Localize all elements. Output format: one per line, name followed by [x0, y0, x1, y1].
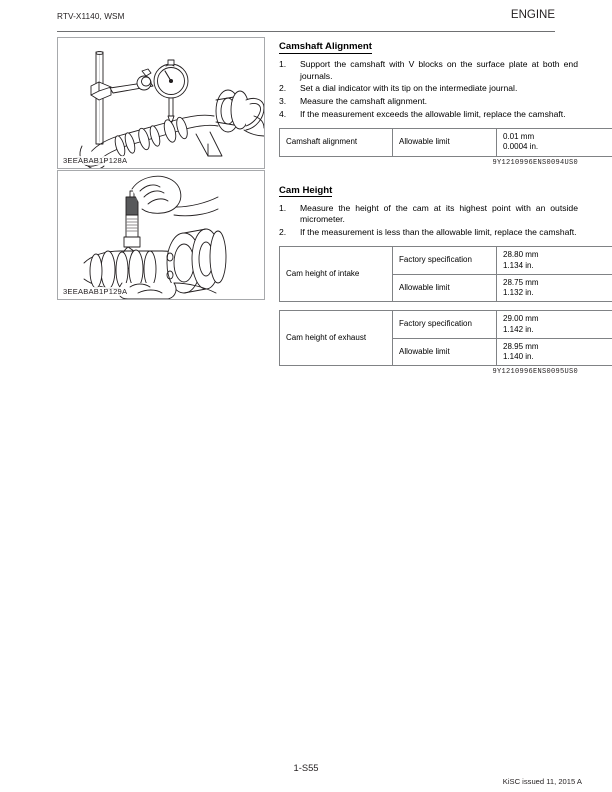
spec-value [497, 247, 612, 274]
spec-label: Factory specification [393, 247, 497, 274]
section-title: Cam Height [279, 184, 333, 196]
step-number: 1. [279, 59, 287, 69]
figure-caption: 3EEABAB1P129A [63, 287, 128, 296]
step-item [279, 59, 578, 82]
step-number: 1. [279, 202, 287, 213]
table-row [280, 311, 612, 338]
header-section-label: ENGINE [510, 9, 555, 21]
spec-item: Camshaft alignment [280, 129, 393, 156]
spec-value-mm: 29.00 mm [503, 314, 539, 324]
spec-label: Allowable limit [393, 338, 497, 365]
spec-label: Allowable limit [393, 129, 497, 156]
camshaft-alignment-steps [279, 59, 578, 120]
figure-caption: 3EEABAB1P128A [63, 156, 128, 165]
step-item [279, 227, 578, 239]
camshaft-alignment-table [279, 128, 612, 156]
spec-value-in: 1.132 in. [503, 288, 534, 298]
header-model-label: RTV-X1140, WSM [57, 12, 125, 21]
step-text: Support the camshaft with V blocks on the surface plate at both end journals. [300, 59, 578, 81]
reference-code: 9Y1210996ENS0094US0 [492, 158, 578, 167]
section-cam-height [279, 180, 578, 377]
header-divider [57, 31, 555, 32]
spec-value [497, 338, 612, 365]
spec-value [497, 129, 612, 156]
step-item [279, 96, 578, 108]
spec-value [497, 311, 612, 338]
step-text: Measure the height of the cam at its highest point with an outside micrometer. [300, 202, 578, 225]
spec-item: Cam height of exhaust [280, 311, 393, 366]
cam-height-figure [57, 170, 265, 300]
spec-value-mm: 28.75 mm [503, 277, 539, 287]
cam-height-exhaust-table [279, 310, 612, 366]
step-text: Measure the camshaft alignment. [300, 95, 428, 106]
camshaft-alignment-illustration [58, 38, 264, 168]
page-header [57, 9, 555, 30]
issue-stamp: KiSC issued 11, 2015 A [502, 777, 582, 786]
spec-label: Factory specification [393, 311, 497, 338]
cam-height-intake-table [279, 246, 612, 302]
content-column [279, 36, 578, 376]
step-item [279, 109, 578, 121]
section-camshaft-alignment [279, 36, 578, 167]
camshaft-alignment-figure [57, 37, 265, 169]
step-number: 3. [279, 95, 287, 106]
step-item [279, 83, 578, 95]
spec-value-mm: 28.80 mm [503, 250, 539, 260]
cam-height-illustration [58, 171, 264, 299]
step-number: 4. [279, 108, 287, 119]
step-number: 2. [279, 83, 287, 94]
spec-value-in: 1.134 in. [503, 260, 534, 270]
table-row [280, 247, 612, 274]
spec-value [497, 274, 612, 301]
step-text: If the measurement exceeds the allowable limit, replace the camshaft. [300, 108, 566, 119]
step-item [279, 203, 578, 226]
cam-height-steps [279, 203, 578, 239]
spec-value-in: 1.142 in. [503, 324, 534, 334]
spec-item: Cam height of intake [280, 247, 393, 302]
spec-value-mm: 0.01 mm [503, 132, 535, 142]
section-title: Camshaft Alignment [279, 41, 372, 52]
step-number: 2. [279, 226, 287, 237]
spec-value-mm: 28.95 mm [503, 341, 539, 351]
step-text: If the measurement is less than the allowable limit, replace the camshaft. [300, 226, 577, 237]
spec-value-in: 1.140 in. [503, 351, 534, 361]
step-text: Set a dial indicator with its tip on the intermediate journal. [300, 83, 518, 94]
table-row [280, 129, 612, 156]
spec-value-in: 0.0004 in. [503, 142, 539, 152]
spec-label: Allowable limit [393, 274, 497, 301]
page-number: 1-S55 [293, 762, 319, 773]
reference-code: 9Y1210996ENS0095US0 [492, 368, 578, 377]
